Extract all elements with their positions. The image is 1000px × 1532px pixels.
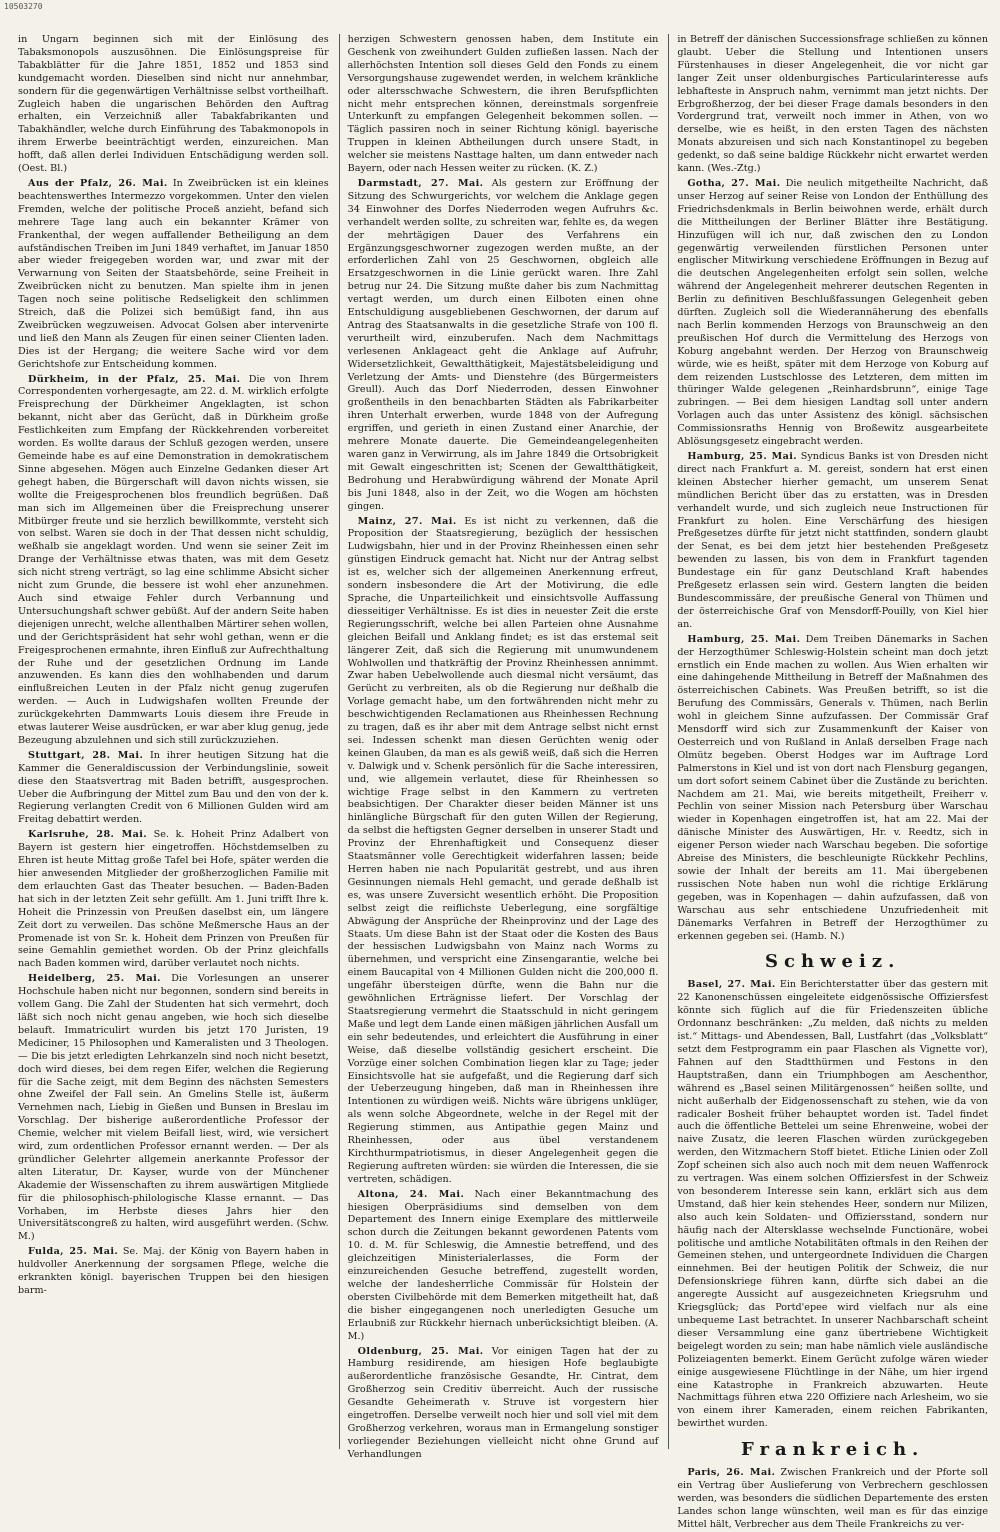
- article-text: Zwischen Frankreich und der Pforte soll ein Vertrag über Auslieferung von Verbrechern geschlossen werden, was besonders die südlichen Departemente des ersten Landes schon lange wünschten, weil man es für das einzige Mittel hält, Verbrecher aus dem Theile Frankreichs zu ver-: [677, 1467, 989, 1530]
- article-dateline: Fulda, 25. Mai.: [28, 1246, 119, 1258]
- article-paragraph: [348, 178, 659, 514]
- article-paragraph: [18, 178, 329, 372]
- article-paragraph: [677, 1467, 988, 1532]
- article-paragraph: [18, 829, 329, 971]
- article-dateline: Altona, 24. Mai.: [357, 1188, 465, 1200]
- article-dateline: Heidelberg, 25. Mai.: [28, 973, 161, 985]
- article-paragraph: [677, 178, 988, 449]
- article-text: Nach einer Bekanntmachung des hiesigen Oberpräsidiums sind demselben von dem Departement des Innern einige Exemplare des mittlerweile schon durch die Zeitungen bekannt gewordenen Patents vom 10. d. M. für Schleswig, die Amnestie betreffend, und des gleichzeitigen Ministerialerlasses, die Form der einzureichenden Gesuche betreffend, zugestellt worden, welche der landesherrliche Commissär für Holstein der obersten Civilbehörde mit dem Bemerken mitgetheilt hat, daß die bisher eingegangenen noch unerledigten Gesuche um Erlaubniß zur Rückkehr hiernach unberücksichtigt bleiben. (A. M.): [347, 1188, 659, 1342]
- column-2: [339, 34, 659, 1460]
- article-text: in Ungarn beginnen sich mit der Einlösung des Tabaksmonopols auszusöhnen. Die Einlösungspreise für Tabakblätter für die Jahre 1851, 1852 und 1853 sind kundgemacht worden. Dieselben sind nicht nur annehmbar, sondern für die gegenwärtigen Verhältnisse selbst vortheilhaft. Zugleich haben die ungarischen Behörden den Auftrag erhalten, ein Verzeichniß aller Tabakfabrikanten und Tabakhändler, welche durch Einführung des Tabakmonopols in ihrem Erwerbe beeinträchtigt werden, einzureichen. Man hofft, daß allen derlei Individuen Entschädigung werden soll. (Oest. Bl.): [18, 34, 329, 175]
- article-dateline: Dürkheim, in der Pfalz, 25. Mai.: [28, 373, 241, 385]
- article-text: in Betreff der dänischen Successionsfrage schließen zu können glaubt. Ueber die Stellung und Intentionen unsers Fürstenhauses in dieser Angelegenheit, die vor nicht gar langer Zeit unser oldenburgisches Particularinteresse aufs lebhafteste in Anspruch nahm, vernimmt man jetzt nichts. Der Erbgroßherzog, der bei dieser Frage damals besonders in den Vordergrund trat, verweilt noch immer in Athen, von wo derselbe, wie es heißt, in den ersten Tagen des nächsten Monats abzureisen und sich nach Konstantinopel zu begeben gedenkt, so daß seine baldige Rückkehr nicht erwartet werden kann. (Wes.-Ztg.): [677, 34, 989, 175]
- article-dateline: Basel, 27. Mai.: [687, 979, 776, 991]
- article-paragraph: [348, 516, 659, 1187]
- column-3: [668, 34, 989, 1530]
- article-dateline: Oldenburg, 25. Mai.: [357, 1345, 484, 1357]
- article-text: Ein Berichterstatter über das gestern mit 22 Kanonenschüssen eingeleitete eidgenössische Offiziersfest könnte sich füglich auf die für Friedenszeiten übliche Ordonnanz beschränken: „Zu melden, daß nichts zu melden ist.“ Mittags- und Abendessen, Ball, Lustfahrt (das „Volksblatt“ setzt dem Festprogramm ein paar Flaschen als Vignette vor), Fahnen auf den Stadtthürmen und Festons in den Hauptstraßen, dann ein Triumphbogen am Aeschenthor, während es „Basel seinen Militärgenossen“ heißen sollte, und nicht außerhalb der Eidgenossenschaft zu stehen, wie da von radicaler Bosheit früher behauptet worden ist. Tadel findet auch die öffentliche Bettelei um seine Ehrenweine, wobei der naive Zusatz, die leeren Flaschen würden zurückgegeben werden, den Witzmachern Stoff bietet. Etliche Linien oder Zoll Zopf scheinen sich also auch noch mit dem neuen Waffenrock zu vertragen. Was einem solchen Offiziersfest in der Schweiz von besonderem Interesse sein kann, erklärt sich aus dem Umstand, daß hier kein stehendes Heer, sondern nur Milizen, also auch kein Soldaten- und Offiziersstand, sondern nur häufig nach der Altersklasse wechselnde Functionäre, wobei politische und amtliche Notabilitäten oftmals in den Reihen der Gemeinen stehen, und untergeordnete Individuen die Chargen einnehmen. Bei der heutigen Politik der Schweiz, die nur Defensionskriege führen kann, dürfte sich dabei an die angeregte Aussicht auf ausgezeichneten Kriegsruhm und Kriegsglück; das Portd'epee wird vielfach nur als eine unbequeme Last betrachtet. In unserer Nachbarschaft scheint dieser Versammlung eine ganz übertriebene Wichtigkeit beigelegt worden zu sein; man habe nämlich viele ausländische Polizeiagenten bemerkt. Einem Gerücht zufolge wären wieder einige ausgewiesene Flüchtlinge in der Nähe, um hier irgend eine Katastrophe in Frankreich abzuwarten. Heute Nachmittags führen etwa 220 Offiziere nach Arlesheim, wo sie von einem ihrer Kameraden, einem reichen Fabrikanten, bewirthet wurden.: [677, 979, 989, 1430]
- newspaper-columns: [18, 34, 989, 1530]
- section-heading: Schweiz.: [765, 951, 901, 973]
- page-number: 10503270: [4, 2, 43, 11]
- article-text: herzigen Schwestern genossen haben, dem Institute ein Geschenk von zweihundert Gulden zufließen lassen. Nach der allerhöchsten Intention soll dieses Geld den Fonds zu einem Versorgungshause zugewendet werden, in welchem kränkliche oder altersschwache Schwestern, die ihren Berufspflichten nicht mehr entsprechen können, dereinstmals sorgenfreie Unterkunft zu empfangen Gelegenheit bekommen sollen. — Täglich passiren noch in seiner Richtung königl. bayerische Truppen in kleinen Abtheilungen durch unsere Stadt, in welcher sie meistens Nasttage halten, um dann entweder nach Bayern, oder nach Hessen weiter zu rücken. (K. Z.): [347, 34, 659, 175]
- article-text: Vor einigen Tagen hat der zu Hamburg residirende, am hiesigen Hofe beglaubigte außerordentliche französische Gesandte, Hr. Cintrat, dem Großherzog sein Creditiv überreicht. Auch der russische Gesandte Geheimerath v. Struve ist vorgestern hier eingetroffen. Derselbe verweilt noch hier und soll viel mit dem Großherzog verkehren, woraus man in Ermangelung sonstiger vorliegender Beziehungen vielleicht nicht ohne Grund auf Verhandlungen: [347, 1345, 659, 1460]
- section-heading: Frankreich.: [741, 1439, 925, 1461]
- article-text: Dem Treiben Dänemarks in Sachen der Herzogthümer Schleswig-Holstein scheint man doch jetzt ernstlich ein Ende machen zu wollen. Aus Wien erhalten wir eine dahingehende Mittheilung in Betreff der Maßnahmen des österreichischen Cabinets. Was Preußen betrifft, so ist die Berufung des Commissärs, Generals v. Thümen, nach Berlin wohl in gleichem Sinne aufzufassen. Der Commissär Graf Mensdorff wird sich zur Zusammenkunft der Kaiser von Oesterreich und von Rußland in Anlaß derselben Frage nach Olmütz begeben. Oberst Hodges war im Auftrage Lord Palmerstons in Kiel und ist von dort nach Flensburg gegangen, um dort sofort seinem Cabinet über die Zustände zu berichten. Nachdem am 21. Mai, wie bereits mitgetheilt, Freiherr v. Pechlin von seiner Mission nach Petersburg über Warschau wieder in Kopenhagen eingetroffen ist, hat am 22. Mai der dänische Minister des Auswärtigen, Hr. v. Reedtz, sich in eigener Person wieder nach Warschau begeben. Die sofortige Abreise des Ministers, die beschleunigte Rückkehr Pechlins, sowie der Inhalt der bereits am 11. Mai übergebenen russischen Note haben nun wohl die richtige Erklärung gegeben, was in Kopenhagen — dahin aufzufassen, daß von Warschau aus sehr entschiedene Unzufriedenheit mit Dänemarks Verfahren in Betreff der Herzogthümer zu erkennen gegeben sei. (Hamb. N.): [677, 633, 989, 942]
- article-text: Se. k. Hoheit Prinz Adalbert von Bayern ist gestern hier eingetroffen. Höchstdemselben zu Ehren ist heute Mittag große Tafel bei Hofe, später werden die hier anwesenden Mitglieder der großherzoglichen Familie mit dem erlauchten Gast das Theater besuchen. — Baden-Baden hat sich in der letzten Zeit sehr gefüllt. Am 1. Juni trifft Ihre k. Hoheit die Prinzessin von Preußen daselbst ein, um längere Zeit dort zu verweilen. Das schöne Meßmersche Haus an der Promenade ist von Sr. k. Hoheit dem Prinzen von Preußen für seine Gemahlin gemiethet worden. Ob der Prinz gleichfalls nach Baden kommen wird, darüber verlautet noch nichts.: [18, 829, 329, 970]
- article-text: In Zweibrücken ist ein kleines beachtenswerthes Intermezzo vorgekommen. Unter den vielen Fremden, welche der politische Proceß anzieht, befand sich mehrere Tage lang auch ein bekannter Krämer von Frankenthal, der wegen auffallender Betheiligung an dem aufständischen Treiben im Juni 1849 verhaftet, im Januar 1850 aber wieder freigegeben worden war, und zwar mit der Verwarnung von Seiten der Staatsbehörde, seine Freiheit in Zweibrücken nicht zu benutzen. Man spielte ihm in jenen Tagen noch seine politische Redseligkeit den schlimmen Streich, daß die Polizei sich bemüßigt fand, ihn aus Zweibrücken wegzuweisen. Advocat Golsen aber intervenirte und ließ den Mann als Zeugen für einen seiner Clienten laden. Dies ist der Hergang; die weitere Sache wird vor dem Gerichtshofe zur Entscheidung kommen.: [18, 177, 329, 370]
- article-dateline: Stuttgart, 28. Mai.: [28, 749, 144, 761]
- article-paragraph: [18, 1246, 329, 1298]
- article-dateline: Mainz, 27. Mai.: [357, 515, 457, 527]
- article-text: In ihrer heutigen Sitzung hat die Kammer die Generaldiscussion der Verbindungslinie, soweit diese den Staatsvertrag mit Baden betrifft, ausgesprochen. Ueber die Aufbringung der Mittel zum Bau und den von der k. Regierung verlangten Credit von 6 Millionen Gulden wird am Freitag debattirt werden.: [18, 749, 329, 826]
- article-text: Es ist nicht zu verkennen, daß die Proposition der Staatsregierung, bezüglich der hessischen Ludwigsbahn, hier und in der Provinz Rheinhessen einen sehr günstigen Eindruck gemacht hat. Nicht nur der Antrag selbst ist es, welcher sich der allgemeinen Anerkennung erfreut, sondern insbesondere die Art der Motivirung, die edle Sprache, die Unparteilichkeit und einsichtsvolle Auffassung diesseitiger Verhältnisse. Es ist dies in neuester Zeit die erste Regierungsschrift, welche bei allen Parteien ohne Ausnahme gleichen Beifall und Anklang findet; es ist das erstemal seit längerer Zeit, daß sich die Regierung mit unumwundenem Wohlwollen und thatkräftig der Provinz Rheinhessen annimmt. Zwar haben Uebelwollende auch diesmal nicht versäumt, das Gerücht zu verbreiten, als ob die Regierung nur deßhalb die Vorlage gemacht habe, um den fortwährenden nicht mehr zu beschwichtigenden Reclamationen aus Rheinhessen Rechnung zu tragen, daß es ihr aber mit dem Antrage selbst nicht ernst sei. Indessen schenkt man diesen Gerüchten wenig oder keinen Glauben, da man es als gewiß weiß, daß sich die Herren v. Dalwigk und v. Schenk persönlich für die Sache interessiren, und, wie allgemein verlautet, diese für Rheinhessen so wichtige Frage selbst in den Kammern zu vertreten beabsichtigen. Der Charakter dieser beiden Männer ist uns hinlängliche Bürgschaft für den guten Willen der Regierung, da selbst die heftigsten Gegner derselben in unserer Stadt und Provinz der Ehrenhaftigkeit und Consequenz dieser Staatsmänner volle Gerechtigkeit widerfahren lassen; beide Herren haben nie nach Popularität gestrebt, und aus ihren Gesinnungen niemals Hehl gemacht, und gerade deßhalb ist es, was unsere Zuversicht wesentlich erhöht. Die Proposition selbst zeigt die reiflichste Ueberlegung, eine sorgfältige Abwägung der Ansprüche der Rheinprovinz und der Lage des Staats. Um diese Bahn ist der Staat oder die Kosten des Baus der hessischen Ludwigsbahn von Mainz nach Worms zu übernehmen, und verspricht eine Zinsengarantie, welche bei einem Baucapital von 4 Millionen Gulden nicht die 200,000 fl. ungefähr übersteigen dürfte, wenn die Bahn nur die gewöhnlichen Erträgnisse liefert. Der Vorschlag der Staatsregierung vermehrt die Staatsschuld in nicht geringem Maße und legt dem Lande einen mäßigen jährlichen Ausfall um ein sehr bedeutendes, und erleichtert die Ausführung in einer Weise, daß dieselbe vollständig gesichert erscheint. Die Vorzüge einer solchen Combination liegen klar zu Tage; jeder Einsichtsvolle hat sie aufgefaßt, und die Regierung darf sich der Ueberzeugung hingeben, daß man in Rheinhessen ihre Intentionen zu würdigen weiß. Nichts wäre übrigens unklüger, als wenn solche Abgeordnete, welche in der Regel mit der Regierung stimmen, aus Antipathie gegen Mainz und Rheinhessen, oder aus übel verstandenem Kirchthurmpatriotismus, in dieser Angelegenheit gegen die Regierung auftreten würden: sie würden die Interessen, die sie vertreten, schädigen.: [347, 515, 659, 1185]
- article-text: Als gestern zur Eröffnung der Sitzung des Schwurgerichts, vor welchem die Anklage gegen 34 Einwohner des Dorfes Niederroden wegen Aufruhrs &c. verhandelt werden sollte, zu schreiten war, fehlte es, da wegen der mehrtägigen Dauer des Verfahrens ein Ergänzungsgeschworner zugezogen werden mußte, an der erforderlichen Zahl von 25 Geschwornen, obgleich alle Ersatzgeschwornen in die Linie gerückt waren. Ihre Zahl betrug nur 24. Die Sitzung mußte daher bis zum Nachmittag vertagt werden, um durch einen Eilboten einen ohne Entschuldigung ausgebliebenen Geschwornen, der darum auf Antrag des Staatsanwalts in die gesetzliche Strafe von 100 fl. verurtheilt wird, einzuberufen. Nach dem Nachmittags verlesenen Anklageact geht die Anklage auf Aufruhr, Widersetzlichkeit, Gewaltthätigkeit, Majestätsbeleidigung und Verletzung der Amts- und Dienstehre (des Bürgermeisters Greull). Auch das Dorf Niederroden, dessen Einwohner großentheils in den benachbarten Städten als Fabrikarbeiter ihren Unterhalt erwerben, wurde 1848 von der Aufregung ergriffen, und gerieth in einen Zustand einer Anarchie, der mehrere Monate dauerte. Die Gemeindeangelegenheiten waren ganz in Verwirrung, als im Jahre 1849 die Ortsobrigkeit mit Gewalt eingeschritten ist; Scenen der Gewaltthätigkeit, Bedrohung und Herabwürdigung während der Monate April bis Juni 1848, also in der Zeit, wo die Wogen am höchsten gingen.: [347, 177, 659, 512]
- article-text: Die neulich mitgetheilte Nachricht, daß unser Herzog auf seiner Reise von London der Enthüllung des Friedrichsdenkmals in Berlin beiwohnen werde, erhält durch die Mittheilungen der Berliner Blätter ihre Bestätigung. Hinzufügen will ich nur, daß zwischen den zu London gegenwärtig verweilenden fürstlichen Personen unter englischer Mitwirkung verschiedene Eröffnungen in Bezug auf die deutschen Angelegenheiten erfolgt sein sollen, welche während der Angelegenheit mehrerer deutschen Regenten in Berlin zu definitiven Beschlußfassungen Gelegenheit geben dürften. Zugleich soll die Wiederannäherung des ebenfalls nach Berlin kommenden Herzogs von Braunschweig an den preußischen Hof durch die Vermittelung des Herzogs von Koburg angebahnt werden. Der Herzog von Braunschweig würde, wie es heißt, später mit dem Herzoge von Koburg auf dem reizenden Lustschlosse des Letzteren, dem mitten im thüringer Walde gelegenen „Reinhardsbrunn“, einige Tage zubringen. — Bei dem hiesigen Landtag soll unter andern Vorlagen auch das unter Assistenz des königl. sächsischen Commissionsraths Hennig von Broßewitz ausgearbeitete Ablösungsgesetz eingebracht werden.: [677, 177, 989, 448]
- article-text: Die von Ihrem Correspondenten vorhergesagte, am 22. d. M. wirklich erfolgte Freisprechung der Dürkheimer Angeklagten, ist schon bekannt, nicht aber das Gerücht, daß in Dürkheim große Festlichkeiten zum Empfang der Rückkehrenden vorbereitet worden. Es wollte daraus der Schluß gezogen werden, unsere Gemeinde habe es auf eine Demonstration in demokratischem Sinne abgesehen. Mögen auch Einzelne Gedanken dieser Art gehegt haben, die Bürgerschaft will davon nichts wissen, sie wollte die Freigesprochenen blos freundlich begrüßen. Daß man sich im Allgemeinen über die Freisprechung unserer Mitbürger freute und sie herzlich bewillkommte, versteht sich von selbst. Waren sie doch in der That dessen nicht schuldig, weßhalb sie angeklagt worden. Und wenn sie seiner Zeit im Drange der Verhältnisse etwas thaten, was mit dem Gesetz sich nicht streng verträgt, so lag eine schlimme Absicht sicher nicht zum Grunde, die bessere ist wohl eher anzunehmen. Auch sind etwaige Fehler durch Verbannung und Untersuchungshaft schwer gebüßt. Auf der andern Seite haben diejenigen unrecht, welche allenthalben Märtirer sehen wollen, und der Gerichtspräsident hat sehr wohl gethan, wenn er die Freigesprochenen ermahnte, ihren Einfluß zur Aufrechthaltung der Ruhe und der gesetzlichen Ordnung im Lande anzuwenden. Es kann dies den wohlhabenden und darum einflußreichen Leuten in der Pfalz nicht genug zugerufen werden. — Auch in Ludwigshafen wollten Freunde der zurückgekehrten Dammwarts Louis diesem ihre Freude in etwas lauterer Weise ausdrücken, er war aber klug genug, jede Bezeugung abzulehnen und sich still zurückzuziehen.: [18, 373, 329, 746]
- article-paragraph: [677, 34, 988, 176]
- article-paragraph: [677, 634, 988, 944]
- article-dateline: Aus der Pfalz, 26. Mai.: [28, 177, 168, 189]
- article-text: Syndicus Banks ist von Dresden nicht direct nach Frankfurt a. M. gereist, sondern hat erst einen kleinen Abstecher hierher gemacht, um unserem Senat mündlichen Bericht über das zu erstatten, was in Dresden verhandelt wurde, und sich zugleich neue Instructionen für Frankfurt zu holen. Eine Verschärfung des hiesigen Preßgesetzes dürfte für jetzt nicht stattfinden, sondern glaubt der Senat, es bei dem jetzt hier bestehenden Preßgesetz bewenden zu lassen, bis von dem in Frankfurt tagenden Bundestage ein für ganz Deutschland Kraft habendes Preßgesetz erlassen sein wird. Gestern langten die beiden Bundescommissäre, der preußische General von Thümen und der österreichische Graf von Mensdorff-Pouilly, von Kiel hier an.: [677, 451, 989, 630]
- article-paragraph: [348, 1346, 659, 1462]
- article-paragraph: [677, 451, 988, 632]
- article-paragraph: [677, 979, 988, 1431]
- article-dateline: Gotha, 27. Mai.: [687, 177, 781, 189]
- article-dateline: Paris, 26. Mai.: [687, 1467, 776, 1479]
- article-text: Die Vorlesungen an unserer Hochschule haben nicht nur begonnen, sondern sind bereits in vollem Gang. Die Zahl der Studenten hat sich vermehrt, doch läßt sich noch nicht genau angeben, wie hoch sich dieselbe belauft. Immatriculirt wurden bis jetzt 170 Juristen, 19 Mediciner, 15 Philosophen und Kameralisten und 3 Theologen. — Die bis jetzt erledigten Lehrkanzeln sind noch nicht besetzt, doch wird dieses, bei dem regen Eifer, welchen die Regierung für die Sache zeigt, mit dem Beginn des nächsten Semesters ohne Zweifel der Fall sein. An Gmelins Stelle ist, äußerm Vernehmen nach, Liebig in Gießen und Bunsen in Breslau im Vorschlag. Der bisherige außerordentliche Professor der Chemie, welcher mit vielem Beifall liest, wird, wie versichert wird, zum ordentlichen Professor ernannt werden. — Der als gründlicher Gelehrter allgemein anerkannte Professor der alten Literatur, Dr. Kayser, wurde von der Münchener Akademie der Wissenschaften zu ihrem auswärtigen Mitgliede für die philosophisch-philologische Klasse ernannt. — Das Vorhaben, im Herbste dieses Jahrs hier den Universitätscongreß zu halten, wird ausgeführt werden. (Schw. M.): [18, 973, 329, 1243]
- article-paragraph: [348, 34, 659, 176]
- article-paragraph: [18, 750, 329, 827]
- article-paragraph: [18, 374, 329, 748]
- article-text: Se. Maj. der König von Bayern haben in huldvoller Anerkennung der sorgsamen Pflege, welche die erkrankten königl. bayerischen Truppen bei den hiesigen barm-: [18, 1246, 329, 1296]
- article-dateline: Darmstadt, 27. Mai.: [357, 177, 484, 189]
- article-paragraph: [348, 1189, 659, 1344]
- article-paragraph: [18, 34, 329, 176]
- article-dateline: Karlsruhe, 28. Mai.: [28, 829, 148, 841]
- column-1: [18, 34, 329, 1449]
- article-paragraph: [18, 973, 329, 1244]
- article-dateline: Hamburg, 25. Mai.: [687, 451, 798, 462]
- article-dateline: Hamburg, 25. Mai.: [687, 633, 801, 645]
